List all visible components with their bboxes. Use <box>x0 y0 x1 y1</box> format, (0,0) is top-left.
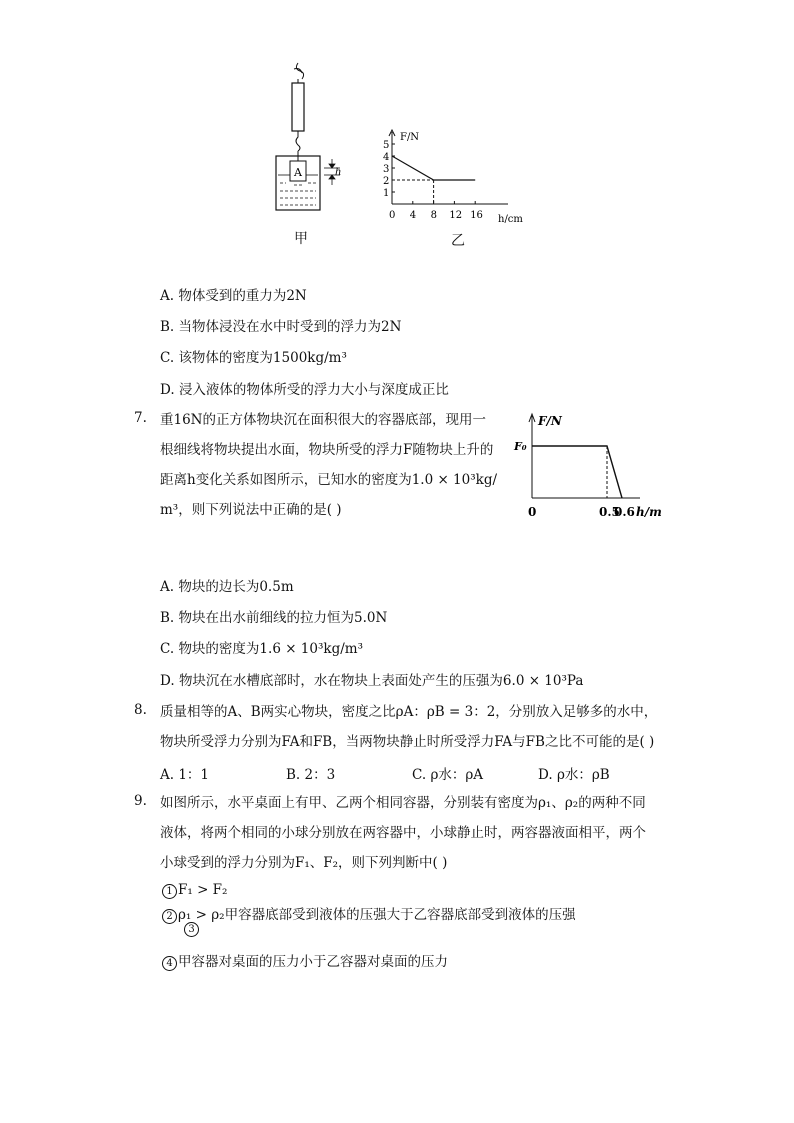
q9-number: 9. <box>134 793 147 809</box>
block-label: A <box>294 166 302 179</box>
figure-jia <box>270 55 350 215</box>
figure-label-jia: 甲 <box>294 231 308 247</box>
x-axis-label: h/cm <box>498 214 523 225</box>
spring-scale <box>292 83 304 131</box>
figure-yi-chart <box>370 112 530 230</box>
x-tick-label: 0.6 <box>614 505 635 519</box>
q9-statement-4: 4 甲容器对桌面的压力小于乙容器对桌面的压力 <box>162 950 448 971</box>
q6-option-b[interactable]: B. 当物体浸没在水中时受到的浮力为2N <box>160 319 402 335</box>
scale-hook <box>296 131 300 151</box>
q9-stem-line: 小球受到的浮力分别为F₁、F₂，则下列判断中( ) <box>160 855 448 871</box>
y-tick-label: 4 <box>383 152 390 163</box>
q9-statement-3 <box>184 920 200 937</box>
q7-stem-line: 重16N的正方体物块沉在面积很大的容器底部，现用一 <box>160 412 486 428</box>
x-axis-label: h/m <box>636 505 662 519</box>
series-line <box>392 156 475 180</box>
q8-option-c[interactable]: C. ρ水：ρA <box>412 767 484 783</box>
y-tick-label: 1 <box>383 188 390 199</box>
y-tick-label: 2 <box>383 176 390 187</box>
q7-option-a[interactable]: A. 物块的边长为0.5m <box>160 579 294 595</box>
y-axis-label: F/N <box>400 132 420 143</box>
x-tick-label: 0.5 <box>599 505 620 519</box>
q9-statement-2: 2 ρ₁ > ρ₂甲容器底部受到液体的压强大于乙容器底部受到液体的压强 <box>162 903 576 924</box>
depth-label: h <box>335 167 342 178</box>
x-tick-label: 4 <box>409 210 417 221</box>
y-tick-label: 5 <box>383 140 390 151</box>
q7-option-c[interactable]: C. 物块的密度为1.6 × 10³kg/m³ <box>160 641 363 657</box>
statement-marker: 2 <box>162 909 177 924</box>
q7-option-b[interactable]: B. 物块在出水前细线的拉力恒为5.0N <box>160 610 388 626</box>
q9-statement-1: 1 F₁ > F₂ <box>162 882 227 899</box>
x-tick-label: 12 <box>449 210 463 221</box>
x-tick-label: 0 <box>389 210 396 221</box>
q6-option-a[interactable]: A. 物体受到的重力为2N <box>160 288 307 304</box>
q7-stem-line: 根细线将物块提出水面，物块所受的浮力F随物块上升的 <box>160 442 494 458</box>
series-line <box>532 446 622 498</box>
q8-option-d[interactable]: D. ρ水：ρB <box>538 767 610 783</box>
q6-option-d[interactable]: D. 浸入液体的物体所受的浮力大小与深度成正比 <box>160 382 449 398</box>
q7-chart <box>510 408 670 524</box>
q7-option-d[interactable]: D. 物块沉在水槽底部时，水在物块上表面处产生的压强为6.0 × 10³Pa <box>160 673 584 689</box>
q8-stem-line: 物块所受浮力分别为FA和FB，当两物块静止时所受浮力FA与FB之比不可能的是( ) <box>160 734 655 750</box>
q8-number: 8. <box>134 702 147 718</box>
q7-stem-line: m³，则下列说法中正确的是( ) <box>160 502 342 518</box>
q8-option-a[interactable]: A. 1：1 <box>160 767 210 783</box>
spring-scale-hook <box>294 63 304 79</box>
q7-number: 7. <box>134 410 147 426</box>
statement-marker: 3 <box>184 922 199 937</box>
x-tick-label: 8 <box>430 210 437 221</box>
q8-option-b[interactable]: B. 2：3 <box>286 767 336 783</box>
statement-marker: 4 <box>162 956 177 971</box>
y-marker-label: F₀ <box>514 440 527 453</box>
q9-stem-line: 如图所示，水平桌面上有甲、乙两个相同容器，分别装有密度为ρ₁、ρ₂的两种不同 <box>160 795 646 811</box>
x-tick-label: 16 <box>470 210 483 221</box>
y-axis-label: F/N <box>538 414 562 428</box>
q6-option-c[interactable]: C. 该物体的密度为1500kg/m³ <box>160 350 347 366</box>
x-tick-label: 0 <box>528 505 537 519</box>
q9-stem-line: 液体，将两个相同的小球分别放在两容器中，小球静止时，两容器液面相平，两个 <box>160 825 646 841</box>
q7-stem-line: 距离h变化关系如图所示，已知水的密度为1.0 × 10³kg/ <box>160 472 498 488</box>
q8-stem-line: 质量相等的A、B两实心物块，密度之比ρA：ρB = 3：2，分别放入足够多的水中， <box>160 704 658 720</box>
statement-marker: 1 <box>162 884 177 899</box>
y-tick-label: 3 <box>383 164 390 175</box>
figure-label-yi: 乙 <box>451 233 465 249</box>
